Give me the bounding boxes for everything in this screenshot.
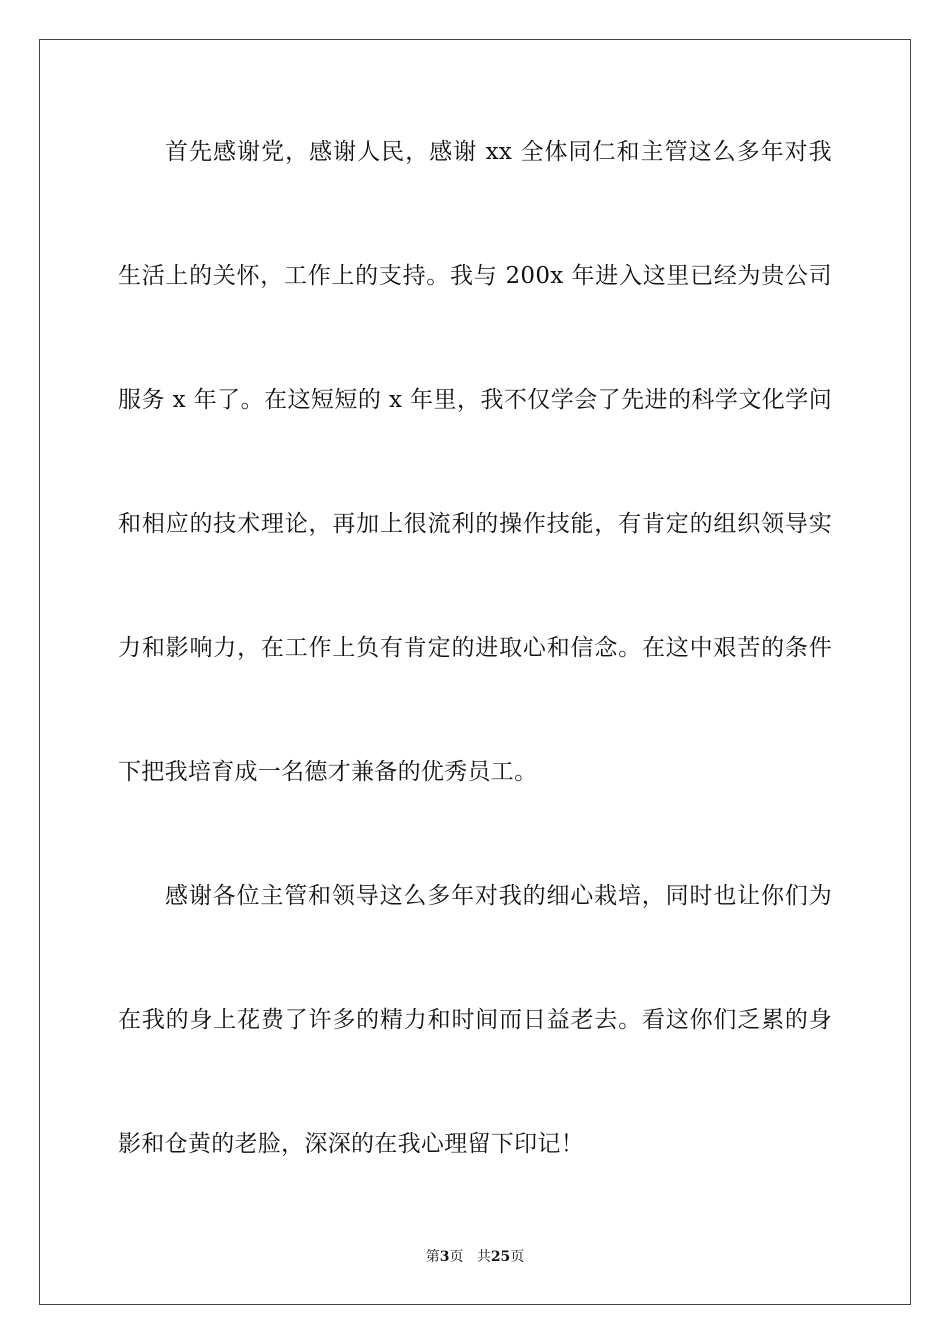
total-prefix: 共 — [476, 1249, 491, 1265]
paragraph-2-line-2: 在我的身上花费了许多的精力和时间而日益老去。看这你们乏累的身 — [118, 1007, 832, 1033]
paragraph-2-line-1: 感谢各位主管和领导这么多年对我的细心栽培，同时也让你们为 — [165, 883, 832, 909]
paragraph-1-line-4: 和相应的技术理论，再加上很流利的操作技能，有肯定的组织领导实 — [118, 511, 832, 537]
page-border — [39, 39, 911, 1305]
page-prefix: 第 — [425, 1249, 440, 1265]
total-pages: 25 — [490, 1249, 511, 1265]
paragraph-1-line-1: 首先感谢党，感谢人民，感谢 xx 全体同仁和主管这么多年对我 — [165, 139, 832, 165]
page-suffix: 页 — [449, 1249, 464, 1265]
page-number: 3 — [439, 1249, 450, 1265]
paragraph-2-line-3: 影和仓黄的老脸，深深的在我心理留下印记！ — [118, 1131, 584, 1157]
page-footer — [0, 1248, 950, 1266]
total-suffix: 页 — [510, 1249, 525, 1265]
paragraph-1-line-3: 服务 x 年了。在这短短的 x 年里，我不仅学会了先进的科学文化学问 — [118, 387, 832, 413]
paragraph-1-line-2: 生活上的关怀，工作上的支持。我与 200x 年进入这里已经为贵公司 — [118, 263, 832, 289]
paragraph-1-line-5: 力和影响力，在工作上负有肯定的进取心和信念。在这中艰苦的条件 — [118, 635, 832, 661]
paragraph-1-line-6: 下把我培育成一名德才兼备的优秀员工。 — [118, 759, 538, 785]
